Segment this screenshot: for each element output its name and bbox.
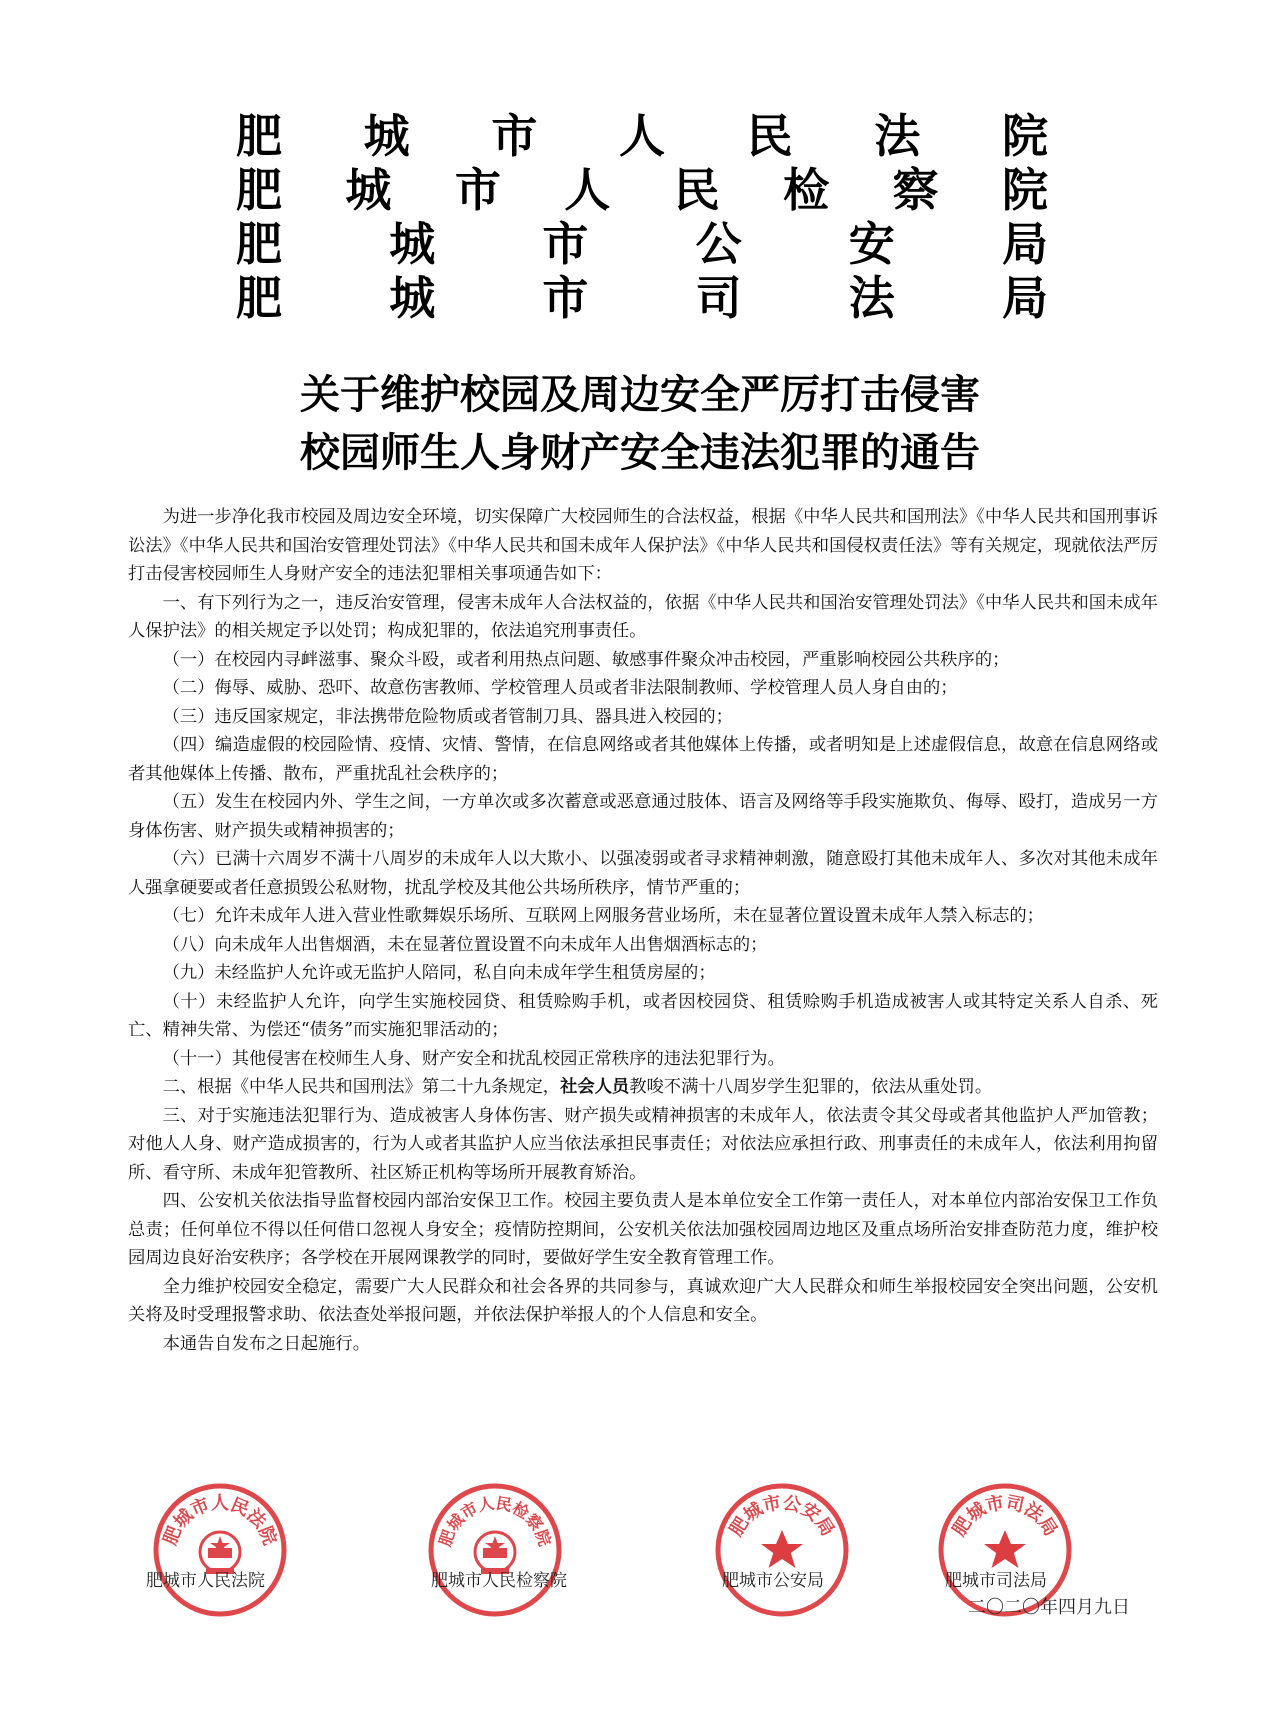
procuratorate-seal-arc-text: 肥城市人民检察院 [435, 1493, 555, 1549]
title-line-2: 校园师生人身财产安全违法犯罪的通告 [300, 430, 980, 476]
title-line-1: 关于维护校园及周边安全严厉打击侵害 [300, 372, 980, 418]
issuer-justice: 肥 城 市 司 法 局 [236, 271, 1048, 325]
item-9: （九）未经监护人允许或无监护人陪同，私自向未成年学生租赁房屋的； [162, 963, 716, 983]
procuratorate-seal [425, 1480, 565, 1620]
court-seal-label: 肥城市人民法院 [146, 1571, 265, 1591]
section-4: 四、公安机关依法指导监督校园内部治安保卫工作。校园主要负责人是本单位安全工作第一责任人，对本单位内部治安保卫工作负总责；任何单位不得以任何借口忽视人身安全；疫情防控期间，公安机关依法加强校园周边地区及重点场所治安排查防范力度，维护校园周边良好治安秩序；各学校在开展网课教学的同时，要做好学生安全教育管理工作。 [128, 1191, 1158, 1268]
section-1: 一、有下列行为之一，违反治安管理，侵害未成年人合法权益的，依据《中华人民共和国治安管理处罚法》《中华人民共和国未成年人保护法》的相关规定予以处罚；构成犯罪的，依法追究刑事责任。 [128, 592, 1158, 641]
item-6: （六）已满十六周岁不满十八周岁的未成年人以大欺小、以强凌弱或者寻求精神刺激，随意殴打其他未成年人、多次对其他未成年人强拿硬要或者任意损毁公私财物，扰乱学校及其他公共场所秩序，情节严重的； [128, 849, 1158, 898]
court-seal-arc-text: 肥城市人民法院 [159, 1493, 281, 1548]
justice-seal-arc-text: 肥城市司法局 [948, 1492, 1062, 1541]
issuing-organizations [236, 106, 1048, 325]
effective-clause: 本通告自发布之日起施行。 [162, 1333, 370, 1354]
procuratorate-seal-label: 肥城市人民检察院 [431, 1571, 567, 1591]
item-5: （五）发生在校园内外、学生之间，一方单次或多次蓄意或恶意通过肢体、语言及网络等手段实施欺负、侮辱、殴打，造成另一方身体伤害、财产损失或精神损害的； [128, 792, 1158, 841]
item-2: （二）侮辱、威胁、恐吓、故意伤害教师、学校管理人员或者非法限制教师、学校管理人员人身自由的； [162, 678, 958, 698]
court-seal [146, 1480, 290, 1620]
police-seal-label: 肥城市公安局 [722, 1571, 824, 1591]
justice-seal-label: 肥城市司法局 [945, 1571, 1047, 1591]
section-2: 二、根据《中华人民共和国刑法》第二十九条规定，社会人员教唆不满十八周岁学生犯罪的，依法从重处罚。 [162, 1077, 993, 1097]
closing-paragraph: 全力维护校园安全稳定，需要广大人民群众和社会各界的共同参与，真诚欢迎广大人民群众和师生举报校园安全突出问题，公安机关将及时受理报警求助、依法查处举报问题，并依法保护举报人的个人信息和安全。 [128, 1276, 1158, 1325]
item-4: （四）编造虚假的校园险情、疫情、灾情、警情，在信息网络或者其他媒体上传播，或者明知是上述虚假信息，故意在信息网络或者其他媒体上传播、散布，严重扰乱社会秩序的； [128, 735, 1158, 784]
police-seal [712, 1480, 852, 1620]
notice-body [128, 503, 1158, 1358]
star-icon [761, 1530, 803, 1568]
item-10: （十）未经监护人允许，向学生实施校园贷、租赁赊购手机，或者因校园贷、租赁赊购手机造成被害人或其特定关系人自杀、死亡、精神失常、为偿还“债务”而实施犯罪活动的； [128, 991, 1158, 1040]
item-3: （三）违反国家规定，非法携带危险物质或者管制刀具、器具进入校园的； [162, 706, 733, 727]
intro-paragraph: 为进一步净化我市校园及周边安全环境，切实保障广大校园师生的合法权益，根据《中华人民共和国刑法》《中华人民共和国刑事诉讼法》《中华人民共和国治安管理处罚法》《中华人民共和国未成年人保护法》《中华人民共和国侵权责任法》等有关规定，现就依法严厉打击侵害校园师生人身财产安全的违法犯罪相关事项通告如下： [128, 507, 1158, 584]
item-11: （十一）其他侵害在校师生人身、财产安全和扰乱校园正常秩序的违法犯罪行为。 [162, 1048, 785, 1069]
police-seal-arc-text: 肥城市公安局 [725, 1492, 839, 1541]
issuer-court: 肥 城 市 人 民 法 院 [236, 109, 1048, 163]
star-icon [984, 1530, 1026, 1568]
notice-title [0, 366, 1280, 482]
item-7: （七）允许未成年人进入营业性歌舞娱乐场所、互联网上网服务营业场所，未在显著位置设置未成年人禁入标志的； [162, 906, 1044, 926]
emphasis-social-persons: 社会人员 [560, 1077, 630, 1097]
issuer-procuratorate: 肥 城 市 人 民 检 察 院 [236, 163, 1048, 217]
item-8: （八）向未成年人出售烟酒，未在显著位置设置不向未成年人出售烟酒标志的； [162, 934, 768, 955]
section-3: 三、对于实施违法犯罪行为、造成被害人身体伤害、财产损失或精神损害的未成年人，依法责令其父母或者其他监护人严加管教；对他人人身、财产造成损害的，行为人或者其监护人应当依法承担民事责任；对依法应承担行政、刑事责任的未成年人，依法利用拘留所、看守所、未成年犯管教所、社区矫正机构等场所开展教育矫治。 [128, 1105, 1158, 1183]
issuer-police: 肥 城 市 公 安 局 [236, 217, 1048, 271]
issue-date: 二〇二〇年四月九日 [968, 1597, 1130, 1618]
item-1: （一）在校园内寻衅滋事、聚众斗殴，或者利用热点问题、敏感事件聚众冲击校园，严重影响校园公共秩序的； [162, 649, 1010, 670]
